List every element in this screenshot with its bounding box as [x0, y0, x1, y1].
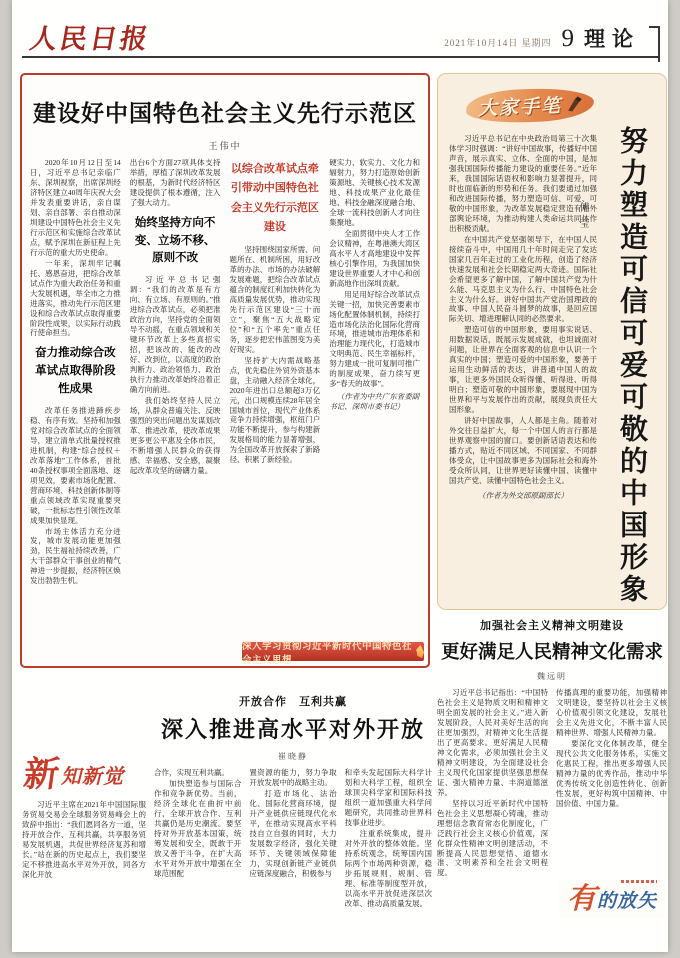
- opening-article: [22, 688, 432, 948]
- xinzhixinjue-rest: 知新觉: [61, 765, 125, 788]
- youdefangshi-column-logo: [559, 880, 665, 918]
- opening-col1-lead: 合作，实现互利共赢。: [154, 768, 229, 777]
- main-col4-lead: 硬实力、软实力、文化力和辐射力，努力打造原始创新策源地、关键核心技术发源地、科技成果产业化最佳地、科技金融深度融合地、全球一流科技创新人才向往集聚地。: [329, 158, 420, 227]
- spirit-article: [437, 617, 667, 947]
- main-col-1: [30, 158, 121, 630]
- main-col-4: [329, 158, 420, 630]
- opening-main: [154, 688, 432, 948]
- page-number: 9: [561, 25, 574, 52]
- opening-strip-text: 习近平主席在2021年中国国际服务贸易交易会全球服务贸易峰会上的致辞中指出：“我们愿同各方一道，坚持开放合作、互利共赢，共享服务贸易发展机遇，共促世界经济复苏和增长。”站在新的历史起点上，我们要坚定不移推进高水平对外开放，同各方深化开放: [22, 800, 146, 879]
- xinzhixinjue-column-logo: [21, 754, 140, 794]
- pen-icon: [566, 96, 583, 113]
- main-col2-lead: 出台6个方面27项具体支持举措，厚植了深圳改革发展的根基，为新时代经济特区建设提供了根本遵循，注入了强大动力。: [129, 158, 221, 207]
- main-col4-text: 全面贯彻中央人才工作会议精神，在粤港澳大湾区高水平人才高地建设中发挥核心引擎作用，为我国加快建设世界重要人才中心和创新高地作出深圳贡献。 用足用好综合改革试点关键一招，加快完善要素市场化配置体制机制，持续打造市场化法治化国际化营商环境，推进城市治理体系和治理能力现代化，打造城市文明典范、民生幸福标杆，努力建成一批可复制可推广的制度成果，奋力续写更多“春天的故事”。: [329, 228, 420, 389]
- dajiashoubi-brush-logo: [465, 87, 594, 124]
- spirit-col1-text: 习近平总书记指出：“中国特色社会主义是物质文明和精神文明全面发展的社会主义。”进入新发展阶段，人民对美好生活的向往更加强烈，对精神文化生活提出了更高要求。更好满足人民精神文化需求，必须加强社会主义精神文明建设，为全面建设社会主义现代化国家提供坚强思想保证、强大精神力量、丰润道德滋养。 坚持以习近平新时代中国特色社会主义思想凝心铸魂，推动理想信念教育常态化制度化，广泛践行社会主义核心价值观，深化群众性精神文明创建活动，不断提高人民思想觉悟、道德水准、文明素养和全社会文明程度。: [437, 688, 548, 878]
- youdefangshi-mark: [621, 880, 657, 883]
- main-article-title: 建设好中国特色社会主义先行示范区: [33, 100, 417, 126]
- spirit-col2-lead: 传播真理的重要功能，加强精神文明建设，要坚持以社会主义核心价值观引领文化建设，发展社会主义先进文化，不断丰富人民精神世界、增强人民精神力量。: [556, 688, 667, 737]
- main-subhead-1: 始终坚持方向不变、立场不移、原则不改: [134, 216, 216, 265]
- spirit-columns: [437, 688, 667, 930]
- opening-col2-text: 打造市场化、法治化、国际化营商环境，提升产业链供应链现代化水平，在推动实现高水平科技自立自强的同时，大力发展数字经济，强化关键环节、关键领域保障能力，实现创新链产业链供应链深度融合，积极参与: [249, 788, 337, 878]
- header-right: [444, 23, 640, 53]
- dajia-endnote: （作者为外交部原副部长）: [478, 490, 568, 500]
- main-col1-text: 2020年10月12日至14日，习近平总书记亲临广东、深圳视察，出席深圳经济特区建立40周年庆祝大会并发表重要讲话，亲自谋划、亲自部署、亲自推动深圳建设中国特色社会主义先行示范区和实施综合改革试点，赋予深圳在新征程上先行示范的重大历史使命。 一年来，深圳牢记嘱托、感恩奋进，把综合改革试点作为重大政治任务和重大发展机遇，举全市之力推进落实，推动先行示范区建设和综合改革试点取得重要阶段性成果，以实际行动践行使命担当。: [30, 158, 121, 338]
- opening-col-2: [249, 768, 336, 954]
- section-name: 理论: [584, 28, 640, 51]
- opening-title: 深入推进高水平对外开放: [160, 717, 425, 742]
- spirit-col-1: [437, 688, 548, 930]
- opening-left-strip: [22, 688, 146, 948]
- dajia-article-box: [437, 73, 667, 610]
- dajiashoubi-logo-text: 大家手笔: [477, 95, 563, 120]
- main-col3-text: 坚持围绕国家所需、问题所在、机制所困，用好改革的办法、市场的办法破解发展难题，把综合改革试点蕴含的制度红利加快转化为高质量发展优势，推动实现先行示范区建设“三十而立”，聚焦“五大战略定位”和“五个率先”重点任务，逐步把宏伟蓝图变为美好现实。 坚持扩大内需战略基点，优先稳住外贸外资基本盘，主动融入经济全球化，2020年进出口总额超3万亿元，出口规模连续28年居全国城市首位，现代产业体系竞争力持续增强，枢纽门户功能不断提升，参与构建新发展格局的能力显著增强，为全国改革开放探索了新路径、积累了新经验。: [229, 245, 321, 465]
- opening-col-1: [154, 768, 241, 954]
- xinzhixinjue-first-char: 新: [21, 754, 62, 794]
- spirit-title: 更好满足人民精神文化需求: [440, 641, 663, 662]
- main-article-box: [20, 73, 430, 668]
- opening-col1-text: 加快塑造参与国际合作和竞争新优势。当前，经济全球化在曲折中前行，全球开放合作、互利共赢仍是历史潮流。要坚持对外开放基本国策，统筹发展和安全，既敢于开放又善于斗争，在扩大高水平对外开放中增强在全球范围配: [154, 778, 242, 878]
- page-sheet: [12, 0, 668, 952]
- page-corner-bracket: [649, 26, 660, 62]
- series-banner-text: 深入学习贯彻习近平新时代中国特色社会主义思想: [242, 640, 413, 666]
- opening-col-3: [345, 768, 432, 954]
- opening-col3-text: 注重系统集成，提升对外开放的整体效能。坚持系统观念，统筹国内国际两个市场两种资源，稳步拓展规则、规制、管理、标准等制度型开放，以高水平开放促进深层次改革、推动高质量发展。: [344, 828, 432, 908]
- opening-col3-lead: 和牵头发起国际大科学计划和大科学工程，组织全球顶尖科学家和国际科技组织一道加强重大科学问题研究，共同推动世界科技事业进步。: [344, 768, 432, 827]
- main-subhead-2: 奋力推动综合改革试点取得阶段性成果: [35, 347, 116, 396]
- page-header: [22, 24, 660, 58]
- dajia-body: [449, 134, 597, 596]
- opening-author: 崔晓静: [278, 752, 308, 761]
- main-article-endnote: （作者为中共广东省委副书记、深圳市委书记）: [329, 392, 420, 412]
- spirit-col2-text: 要深化文化体制改革，健全现代公共文化服务体系，实施文化惠民工程，推出更多增强人民精神力量的优秀作品，推动中华优秀传统文化创造性转化、创新性发展，更好构筑中国精神、中国价值、中国力量。: [556, 738, 667, 808]
- spirit-kicker: 加强社会主义精神文明建设: [480, 620, 624, 632]
- youdefangshi-first-char: 有: [566, 882, 596, 915]
- youdefangshi-rest: 的放矢: [597, 890, 658, 912]
- dajia-text: 习近平总书记在中央政治局第三十次集体学习时强调：“讲好中国故事，传播好中国声音，展示真实、立体、全面的中国，是加强我国国际传播能力建设的重要任务。”近年来，我国国际话语权和影响力显著提升，同时也面临新的形势和任务。我们要通过加强和改进国际传播，努力塑造可信、可爱、可敬的中国形象，为改革发展稳定营造有利外部舆论环境，为推动构建人类命运共同体作出积极贡献。 在中国共产党坚强领导下，在中国人民接续奋斗中，中国用几十年时间走完了发达国家几百年走过的工业化历程，创造了经济快速发展和社会长期稳定两大奇迹。国际社会希望更多了解中国，了解中国共产党为什么能、马克思主义为什么行、中国特色社会主义为什么好。讲好中国共产党治国理政的故事、中国人民奋斗圆梦的故事，是回应国际关切、增进理解认同的必然要求。 塑造可信的中国形象，要用事实说话、用数据说话，既展示发展成就，也坦诚面对问题，让世界在全面客观的信息中认识一个真实的中国；塑造可爱的中国形象，要善于运用生动鲜活的表达，讲普通中国人的故事，让更多外国民众听得懂、听得进、听得明白；塑造可敬的中国形象，要展现中国为世界和平与发展作出的贡献，展现负责任大国形象。 讲好中国故事，人人都是主角。随着对外交往日益扩大，每一个中国人的言行都是世界观察中国的窗口。要创新话语表达和传播方式，贴近不同区域、不同国家、不同群体受众，让中国故事更多为国际社会和海外受众所认同，让世界更好读懂中国、读懂中国共产党、读懂中国特色社会主义。: [449, 134, 597, 485]
- opening-col2-lead: 置资源的能力，努力争取开放发展中的战略主动。: [249, 768, 337, 787]
- dajia-author: 傅莹: [577, 202, 588, 234]
- opening-columns: [154, 768, 432, 954]
- main-red-callout: 以综合改革试点牵引带动中国特色社会主义先行示范区建设: [230, 163, 319, 233]
- main-col2-text: 习近平总书记强调：“我们的改革是有方向、有立场、有原则的。”推进综合改革试点，必须把准政治方向，坚持党的全面领导不动摇，在重点领域和关键环节改革上多些真招实招，把该改的、能改的改好、改到位，以高度的政治判断力、政治领悟力、政治执行力推动改革始终沿着正确方向前进。 我们始终坚持人民立场，从群众普遍关注、反映强烈的突出问题出发谋划改革、推进改革，使改革成果更多更公平惠及全体市民，不断增强人民群众的获得感、幸福感、安全感，凝聚起改革攻坚的磅礴力量。: [129, 275, 221, 475]
- main-col-3: [230, 158, 321, 630]
- dajia-title: 努力塑造可信可爱可敬的中国形象: [617, 126, 648, 606]
- date-line: 2021年10月14日 星期四: [444, 38, 552, 48]
- main-article-columns: [30, 158, 420, 630]
- main-col-2: [130, 158, 221, 630]
- main-col1-text2: 改革任务推进蹄疾步稳、有序有效。坚持和加强党对综合改革试点的全面领导，建立清单式批量授权推进机制，构建“综合授权＋改革落地”工作体系，首批40条授权事项全面落地、逐项见效，要素市场化配置、营商环境、科技创新体制等重点领域改革实现重要突破，一批标志性引领性改革成果加快显现。 市场主体活力充分迸发，城市发展动能更加强劲，民生福祉持续改善，广大干部群众干事创业的精气神进一步提振，经济特区焕发出勃勃生机。: [30, 405, 121, 586]
- series-banner: [242, 640, 424, 666]
- masthead-logo: 人民日报: [27, 24, 153, 54]
- banner-flame-icon: [416, 645, 424, 658]
- spirit-author: 魏远明: [537, 672, 567, 681]
- opening-kicker: 开放合作 互利共赢: [239, 696, 347, 708]
- main-article-author: 王伟中: [208, 141, 242, 151]
